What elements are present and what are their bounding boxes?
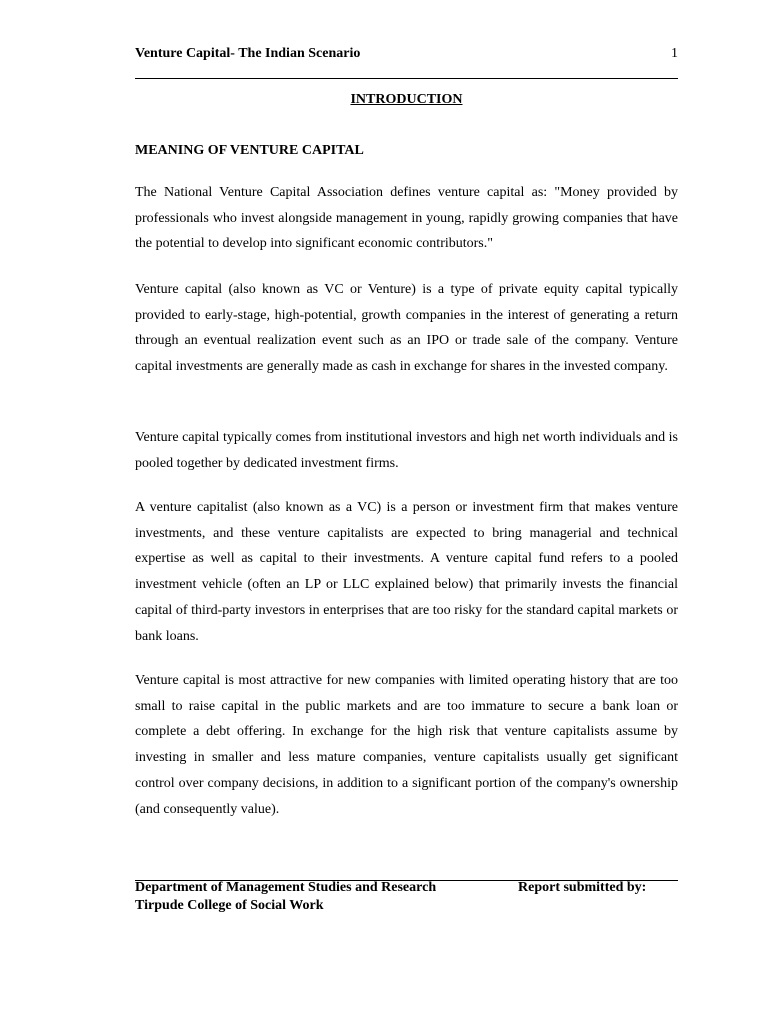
page-number: 1 [671,46,678,61]
paragraph-2: Venture capital (also known as VC or Venture) is a type of private equity capital typically provided to early-stage, high-potential, growth companies in the interest of generating a return through an eventual realization event such as an IPO or trade sale of the company. Venture capital investments are generally made as cash in exchange for shares in the invested company. [135,282,678,375]
footer-department: Department of Management Studies and Research [135,880,437,895]
paragraph-3: Venture capital typically comes from institutional investors and high net worth individuals and is pooled together by dedicated investment firms. [135,430,678,471]
section-heading-text: INTRODUCTION [350,92,463,107]
subheading: MEANING OF VENTURE CAPITAL [135,143,364,158]
page-header [135,44,678,64]
footer-college: Tirpude College of Social Work [135,898,324,913]
footer-institution [135,879,436,915]
header-rule [135,78,678,79]
running-header-title: Venture Capital- The Indian Scenario [135,46,361,61]
section-heading [135,90,678,110]
paragraph-5: Venture capital is most attractive for new companies with limited operating history that are too small to raise capital in the public markets and are too immature to secure a bank loan or complete a debt offering. In exchange for the high risk that venture capitalists assume by investing in smaller and less mature companies, venture capitalists usually get significant control over company decisions, in addition to a significant portion of the company's ownership (and consequently value). [135,673,678,817]
footer-submitted-label: Report submitted by: [518,880,647,895]
paragraph-4: A venture capitalist (also known as a VC) is a person or investment firm that makes venture investments, and these venture capitalists are expected to bring managerial and technical expertise as well as capital to their investments. A venture capital fund refers to a pooled investment vehicle (often an LP or LLC explained below) that primarily invests the financial capital of third-party investors in enterprises that are too risky for the standard capital markets or bank loans. [135,500,678,644]
paragraph-1: The National Venture Capital Association defines venture capital as: "Money provided by professionals who invest alongside management in young, rapidly growing companies that have the potential to develop into significant economic contributors." [135,185,678,252]
